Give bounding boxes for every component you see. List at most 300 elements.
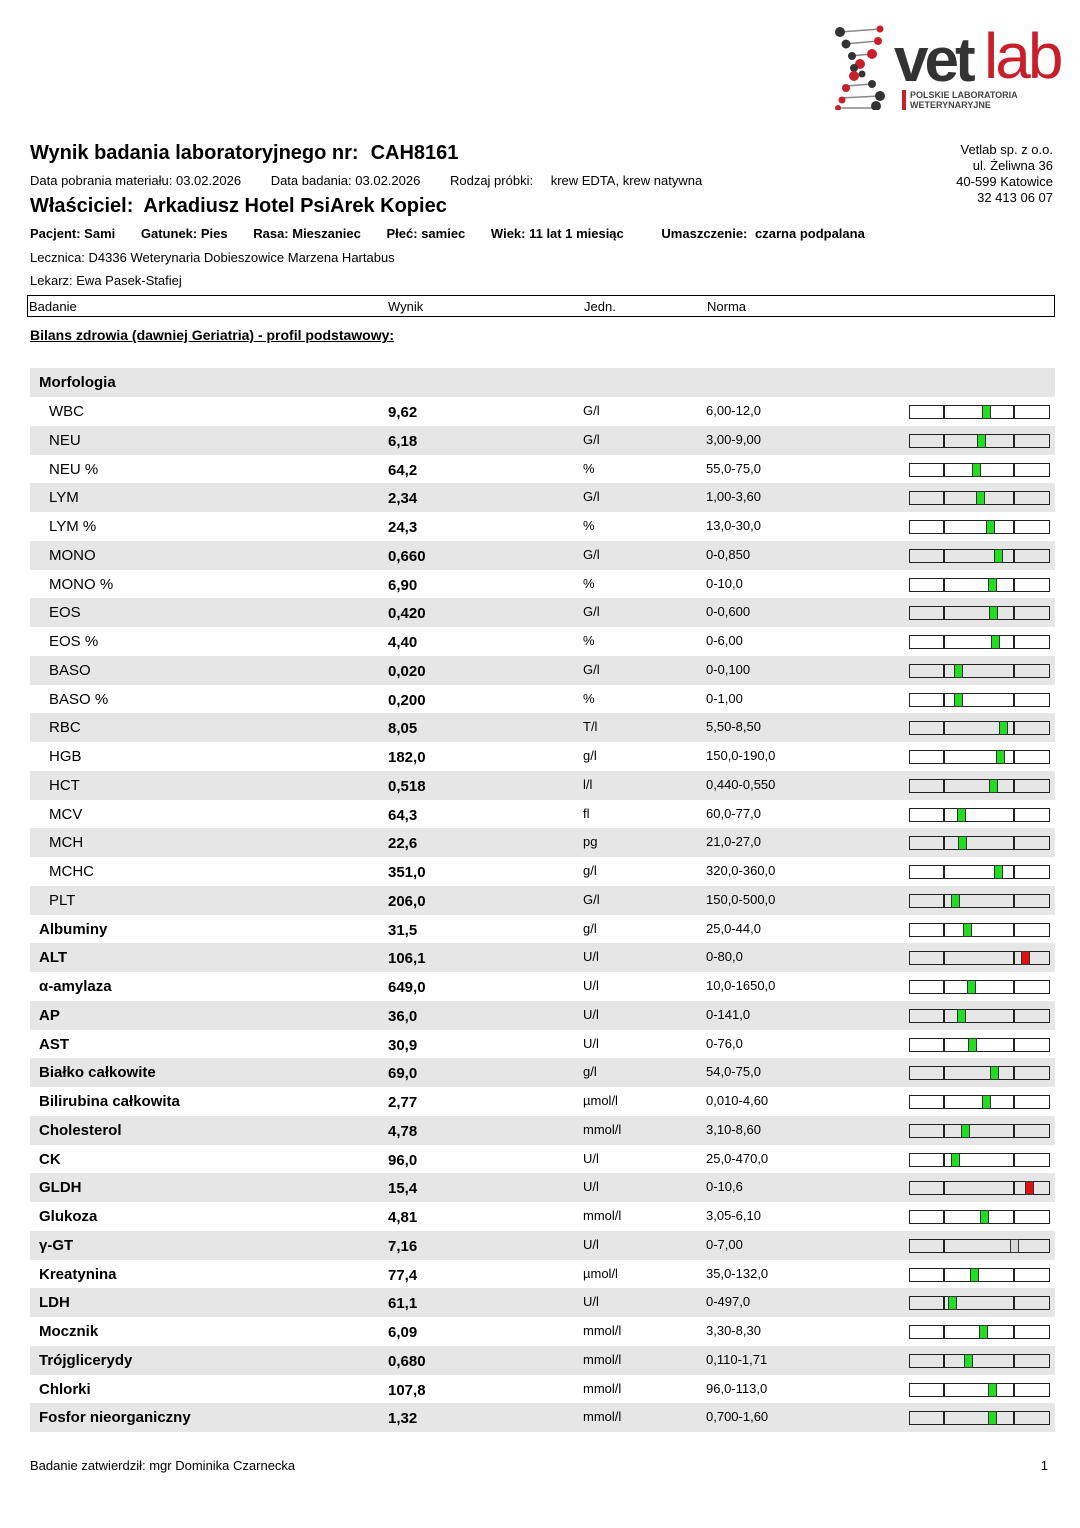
result-marker-normal [954, 664, 963, 678]
result-row [30, 1116, 1055, 1145]
range-max-divider [1013, 779, 1015, 793]
test-name: MCH [49, 834, 84, 852]
result-unit: U/l [583, 1294, 599, 1310]
result-unit: % [583, 633, 595, 648]
result-unit: U/l [583, 1006, 599, 1022]
range-indicator-bar [909, 1239, 1050, 1253]
result-row [30, 1030, 1055, 1059]
result-row [30, 1001, 1055, 1030]
clinic-label: Lecznica: [30, 250, 85, 265]
result-row [30, 541, 1055, 570]
range-indicator-bar [909, 1296, 1050, 1310]
result-row [30, 1403, 1055, 1432]
test-name: γ-GT [39, 1236, 74, 1254]
range-indicator-bar [909, 1124, 1050, 1138]
range-min-divider [943, 750, 945, 764]
report-number: CAH8161 [370, 142, 459, 164]
result-row [30, 1087, 1055, 1116]
range-max-divider [1013, 1210, 1015, 1224]
test-name: Trójglicerydy [39, 1351, 133, 1369]
result-marker-normal [977, 434, 986, 448]
report-title [30, 142, 458, 165]
range-min-divider [943, 836, 945, 850]
result-value: 0,680 [388, 1352, 426, 1370]
range-indicator-bar [909, 779, 1050, 793]
range-max-divider [1013, 980, 1015, 994]
test-name: BASO [49, 661, 91, 679]
range-indicator-bar [909, 1038, 1050, 1052]
result-unit: g/l [583, 920, 597, 936]
company-name: Vetlab sp. z o.o. [960, 142, 1053, 157]
range-indicator-bar [909, 1066, 1050, 1080]
range-max-divider [1013, 1354, 1015, 1368]
result-marker-high [1025, 1181, 1034, 1195]
range-min-divider [943, 606, 945, 620]
reference-range: 0-10,0 [706, 575, 743, 591]
range-max-divider [1013, 894, 1015, 908]
reference-range: 54,0-75,0 [706, 1064, 761, 1080]
doctor-line [30, 273, 182, 288]
range-max-divider [1013, 1383, 1015, 1397]
reference-range: 5,50-8,50 [706, 719, 761, 735]
range-min-divider [943, 779, 945, 793]
result-row [30, 828, 1055, 857]
result-unit: U/l [583, 1236, 599, 1252]
range-max-divider [1013, 405, 1015, 419]
range-indicator-bar [909, 808, 1050, 822]
result-row [30, 742, 1055, 771]
range-indicator-bar [909, 923, 1050, 937]
range-max-divider [1013, 951, 1015, 965]
result-unit: mmol/l [583, 1380, 622, 1396]
result-value: 106,1 [388, 950, 426, 968]
result-row [30, 512, 1055, 541]
column-header-result: Wynik [388, 299, 424, 314]
range-min-divider [943, 578, 945, 592]
result-marker-normal [982, 405, 991, 419]
result-value: 4,40 [388, 634, 418, 651]
reference-range: 150,0-190,0 [706, 748, 776, 763]
result-marker-normal [963, 923, 972, 937]
range-indicator-bar [909, 750, 1050, 764]
company-street: ul. Żeliwna 36 [972, 158, 1053, 173]
test-name: Glukoza [39, 1208, 98, 1225]
reference-range: 0-80,0 [706, 949, 743, 965]
range-max-divider [1013, 1153, 1015, 1167]
result-value: 6,90 [388, 576, 418, 594]
result-value: 351,0 [388, 864, 426, 881]
range-indicator-bar [909, 463, 1050, 477]
result-row [30, 598, 1055, 627]
range-max-divider [1013, 1268, 1015, 1282]
result-unit: U/l [583, 949, 599, 965]
range-max-divider [1013, 1181, 1015, 1195]
range-indicator-bar [909, 1210, 1050, 1224]
coat-value: czarna podpalana [755, 226, 865, 241]
range-max-divider [1013, 549, 1015, 563]
result-row [30, 685, 1055, 714]
patient-species: Gatunek: Pies [140, 226, 228, 241]
result-marker-normal [988, 578, 997, 592]
test-name: Chlorki [39, 1380, 91, 1398]
sample-type-label: Rodzaj próbki: [449, 173, 534, 188]
range-indicator-bar [909, 1383, 1050, 1397]
reference-range: 0-141,0 [706, 1006, 751, 1022]
reference-range: 0-76,0 [706, 1035, 743, 1051]
result-marker-normal [951, 1153, 960, 1167]
result-value: 77,4 [388, 1266, 418, 1284]
result-marker-normal [994, 549, 1003, 563]
range-indicator-bar [909, 721, 1050, 735]
range-min-divider [943, 721, 945, 735]
range-max-divider [1013, 1066, 1015, 1080]
result-marker-normal [967, 980, 976, 994]
result-marker-normal [972, 463, 981, 477]
range-indicator-bar [909, 1411, 1050, 1425]
patient-age: Wiek: 11 lat 1 miesiąc [490, 226, 624, 241]
collection-date-label: Data pobrania materiału: [30, 173, 173, 188]
range-max-divider [1013, 578, 1015, 592]
result-value: 15,4 [388, 1180, 418, 1198]
range-min-divider [943, 808, 945, 822]
result-row [30, 800, 1055, 829]
test-name: RBC [49, 719, 81, 737]
result-value: 64,2 [388, 461, 418, 479]
reference-range: 35,0-132,0 [706, 1265, 769, 1281]
result-value: 24,3 [388, 519, 418, 536]
range-min-divider [943, 1181, 945, 1195]
vetlab-logo [832, 20, 1061, 114]
result-unit: mmol/l [583, 1409, 622, 1425]
reference-range: 55,0-75,0 [706, 460, 761, 476]
owner-name: Arkadiusz Hotel PsiArek Kopiec [143, 195, 447, 217]
range-max-divider [1013, 491, 1015, 505]
range-min-divider [943, 865, 945, 879]
result-value: 0,420 [388, 605, 426, 623]
range-max-divider [1013, 693, 1015, 707]
range-min-divider [943, 1124, 945, 1138]
test-name: Albuminy [39, 920, 108, 938]
range-indicator-bar [909, 894, 1050, 908]
range-min-divider [943, 463, 945, 477]
result-value: 36,0 [388, 1007, 418, 1025]
result-marker-normal [958, 836, 967, 850]
result-value: 107,8 [388, 1381, 426, 1399]
result-row [30, 1173, 1055, 1202]
result-marker-normal [999, 721, 1008, 735]
result-value: 96,0 [388, 1151, 418, 1169]
result-unit: U/l [583, 1150, 599, 1166]
range-min-divider [943, 1239, 945, 1253]
range-min-divider [943, 664, 945, 678]
range-indicator-bar [909, 405, 1050, 419]
result-row [30, 1260, 1055, 1289]
result-value: 182,0 [388, 749, 426, 766]
result-value: 0,660 [388, 547, 426, 565]
range-indicator-bar [909, 865, 1050, 879]
test-name: Bilirubina całkowita [39, 1093, 180, 1110]
result-row [30, 1375, 1055, 1404]
result-row [30, 1317, 1055, 1346]
result-row [30, 1058, 1055, 1087]
reference-range: 60,0-77,0 [706, 805, 761, 821]
result-unit: pg [583, 834, 598, 850]
range-min-divider [943, 520, 945, 534]
result-marker-normal [986, 520, 995, 534]
result-value: 0,518 [388, 777, 426, 795]
range-indicator-bar [909, 836, 1050, 850]
range-max-divider [1013, 1038, 1015, 1052]
range-max-divider [1013, 1095, 1015, 1109]
result-value: 4,81 [388, 1209, 418, 1226]
result-unit: G/l [583, 546, 600, 562]
test-name: EOS [49, 604, 81, 622]
result-marker-normal [968, 1038, 977, 1052]
test-name: HCT [49, 776, 80, 794]
range-min-divider [943, 1210, 945, 1224]
result-unit: mmol/l [583, 1121, 622, 1137]
reference-range: 3,10-8,60 [706, 1121, 761, 1137]
range-min-divider [943, 549, 945, 563]
report-title-label: Wynik badania laboratoryjnego nr: [30, 142, 359, 164]
logo-text-lab: lab [984, 20, 1061, 92]
range-indicator-bar [909, 1153, 1050, 1167]
reference-range: 0,700-1,60 [706, 1409, 769, 1425]
reference-range: 0-10,6 [706, 1179, 743, 1195]
approved-by: Badanie zatwierdził: mgr Dominika Czarnecka [30, 1458, 296, 1473]
reference-range: 0-0,850 [706, 546, 751, 562]
results-table-header [27, 295, 1055, 317]
result-value: 6,09 [388, 1324, 418, 1341]
range-min-divider [943, 1383, 945, 1397]
reference-range: 13,0-30,0 [706, 518, 761, 533]
result-marker-normal [961, 1124, 970, 1138]
test-name: α-amylaza [39, 978, 112, 995]
test-name: AP [39, 1006, 60, 1024]
result-value: 7,16 [388, 1237, 418, 1255]
range-indicator-bar [909, 980, 1050, 994]
test-name: CK [39, 1150, 61, 1168]
owner-line [30, 195, 447, 218]
range-indicator-bar [909, 549, 1050, 563]
result-row [30, 1145, 1055, 1174]
clinic-line [30, 250, 395, 265]
test-name: LYM [49, 489, 79, 507]
dna-helix-icon [832, 24, 892, 110]
column-header-test: Badanie [29, 299, 77, 314]
test-name: Białko całkowite [39, 1064, 156, 1082]
range-indicator-bar [909, 1354, 1050, 1368]
result-row [30, 570, 1055, 599]
result-unit: % [583, 690, 595, 706]
result-row [30, 1346, 1055, 1375]
result-row [30, 915, 1055, 944]
result-row [30, 886, 1055, 915]
reference-range: 3,05-6,10 [706, 1208, 761, 1223]
result-marker-normal [957, 808, 966, 822]
result-unit: U/l [583, 1035, 599, 1051]
result-value: 31,5 [388, 921, 418, 939]
result-value: 4,78 [388, 1122, 418, 1140]
result-unit: g/l [583, 748, 597, 763]
test-date-label: Data badania: [270, 173, 352, 188]
result-unit: % [583, 460, 595, 476]
result-unit: U/l [583, 978, 599, 993]
result-value: 206,0 [388, 892, 426, 910]
reference-range: 0-1,00 [706, 690, 743, 706]
range-indicator-bar [909, 1181, 1050, 1195]
range-max-divider [1013, 635, 1015, 649]
result-unit: % [583, 575, 595, 591]
range-max-divider [1013, 1325, 1015, 1339]
result-marker-normal [976, 491, 985, 505]
collection-date: 03.02.2026 [175, 173, 242, 188]
range-indicator-bar [909, 606, 1050, 620]
reference-range: 0-6,00 [706, 633, 743, 648]
range-min-divider [943, 405, 945, 419]
result-marker-normal [954, 693, 963, 707]
range-min-divider [943, 1325, 945, 1339]
range-indicator-bar [909, 664, 1050, 678]
profile-title: Bilans zdrowia (dawniej Geriatria) - profil podstawowy: [30, 327, 395, 343]
result-unit: mmol/l [583, 1208, 622, 1223]
test-name: Fosfor nieorganiczny [39, 1409, 191, 1427]
test-name: LDH [39, 1294, 70, 1312]
column-header-norm: Norma [707, 299, 747, 314]
reference-range: 320,0-360,0 [706, 863, 776, 878]
range-min-divider [943, 1268, 945, 1282]
range-min-divider [943, 1354, 945, 1368]
range-min-divider [943, 1153, 945, 1167]
result-marker-normal [990, 1066, 999, 1080]
range-max-divider [1013, 750, 1015, 764]
reference-range: 0-0,600 [706, 604, 751, 620]
result-marker-normal [989, 606, 998, 620]
reference-range: 25,0-44,0 [706, 920, 761, 936]
result-row [30, 426, 1055, 455]
reference-range: 0,010-4,60 [706, 1093, 769, 1108]
result-value: 61,1 [388, 1295, 418, 1313]
result-value: 69,0 [388, 1065, 418, 1083]
result-unit: G/l [583, 431, 600, 447]
doctor-label: Lekarz: [30, 273, 73, 288]
company-phone: 32 413 06 07 [977, 190, 1053, 205]
range-max-divider [1013, 1124, 1015, 1138]
test-name: HGB [49, 748, 82, 765]
result-marker-normal [948, 1296, 957, 1310]
doctor-name: Ewa Pasek-Stafiej [76, 273, 182, 288]
range-indicator-bar [909, 1009, 1050, 1023]
result-unit: G/l [583, 661, 600, 677]
range-min-divider [943, 693, 945, 707]
result-marker-normal [982, 1095, 991, 1109]
range-max-divider [1013, 1296, 1015, 1310]
reference-range: 150,0-500,0 [706, 891, 776, 907]
reference-range: 6,00-12,0 [706, 403, 761, 418]
result-unit: µmol/l [583, 1265, 618, 1281]
result-value: 22,6 [388, 835, 418, 853]
range-min-divider [943, 1296, 945, 1310]
reference-range: 1,00-3,60 [706, 489, 761, 505]
result-row [30, 656, 1055, 685]
test-name: LYM % [49, 518, 97, 535]
result-marker-normal [970, 1268, 979, 1282]
result-unit: µmol/l [583, 1093, 618, 1108]
test-name: MCHC [49, 863, 94, 880]
range-indicator-bar [909, 1095, 1050, 1109]
range-indicator-bar [909, 578, 1050, 592]
range-max-divider [1013, 721, 1015, 735]
result-row [30, 857, 1055, 886]
range-min-divider [943, 635, 945, 649]
reference-range: 0-0,100 [706, 661, 751, 677]
result-unit: G/l [583, 891, 600, 907]
result-unit: fl [583, 805, 590, 821]
range-min-divider [943, 1066, 945, 1080]
reference-range: 25,0-470,0 [706, 1150, 769, 1166]
result-marker-normal [994, 865, 1003, 879]
range-max-divider [1013, 808, 1015, 822]
result-marker-normal [988, 1383, 997, 1397]
result-unit: mmol/l [583, 1351, 622, 1367]
test-name: MONO % [49, 575, 114, 593]
owner-label: Właściciel: [30, 195, 134, 217]
range-max-divider [1013, 923, 1015, 937]
result-marker-normal [951, 894, 960, 908]
result-row [30, 1202, 1055, 1231]
test-name: Mocznik [39, 1323, 99, 1340]
reference-range: 0-7,00 [706, 1236, 743, 1252]
test-name: EOS % [49, 633, 99, 650]
range-min-divider [943, 1038, 945, 1052]
range-min-divider [943, 1009, 945, 1023]
result-value: 2,77 [388, 1094, 418, 1111]
range-indicator-bar [909, 1268, 1050, 1282]
range-max-divider [1013, 606, 1015, 620]
test-name: AST [39, 1035, 69, 1053]
reference-range: 0,110-1,71 [706, 1351, 768, 1367]
range-min-divider [943, 1411, 945, 1425]
result-marker-normal [989, 779, 998, 793]
logo-tagline [902, 90, 1018, 110]
result-marker-normal [957, 1009, 966, 1023]
result-row [30, 771, 1055, 800]
range-min-divider [943, 980, 945, 994]
range-max-divider [1013, 1411, 1015, 1425]
test-name: PLT [49, 891, 76, 909]
column-header-unit: Jedn. [584, 299, 616, 314]
range-indicator-bar [909, 520, 1050, 534]
range-min-divider [943, 951, 945, 965]
range-max-divider [1013, 836, 1015, 850]
range-indicator-bar [909, 1325, 1050, 1339]
result-row [30, 972, 1055, 1001]
patient-breed: Rasa: Mieszaniec [253, 226, 361, 241]
result-unit: l/l [583, 776, 593, 792]
dates-line [30, 173, 702, 188]
test-name: BASO % [49, 690, 109, 708]
test-name: MCV [49, 805, 83, 823]
reference-range: 0,440-0,550 [706, 776, 776, 792]
result-row [30, 713, 1055, 742]
result-marker-normal [979, 1325, 988, 1339]
range-max-divider [1013, 664, 1015, 678]
patient-line [30, 226, 865, 241]
logo-tagline-line2: WETERYNARYJNE [910, 100, 991, 110]
result-value: 6,18 [388, 432, 418, 450]
result-unit: mmol/l [583, 1323, 622, 1338]
clinic-name: D4336 Weterynaria Dobieszowice Marzena Hartabus [88, 250, 395, 265]
